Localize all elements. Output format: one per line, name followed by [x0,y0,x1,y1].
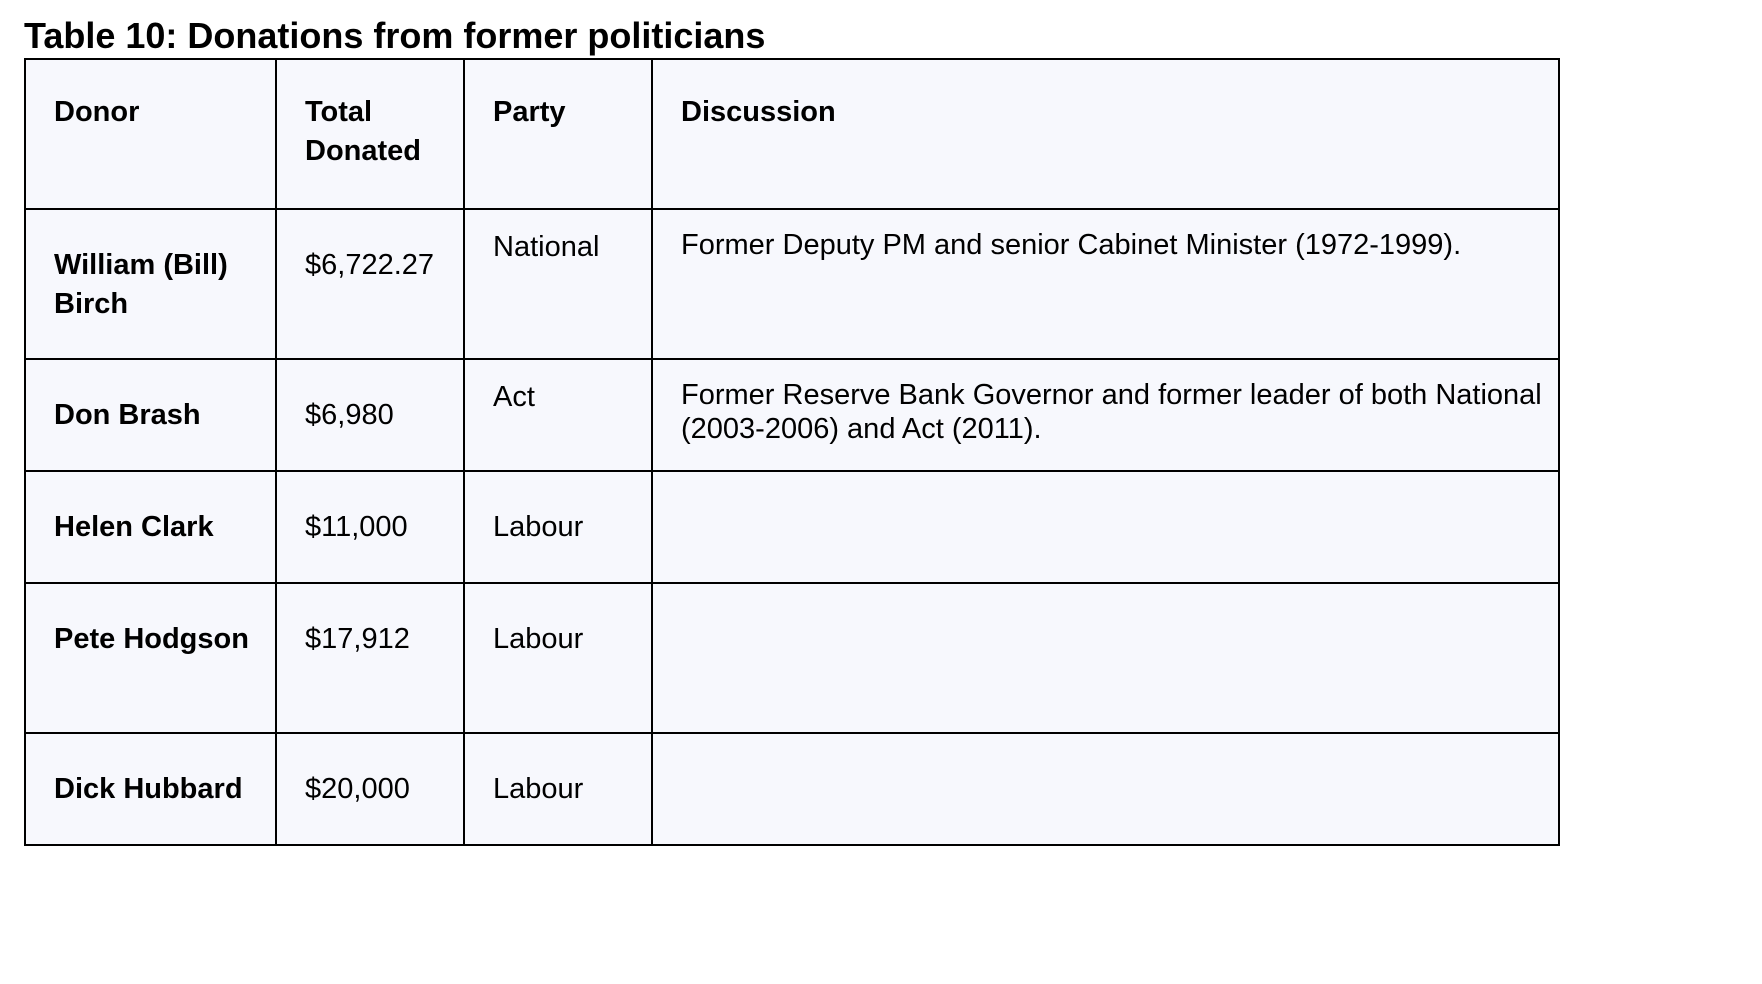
table-row [25,471,1559,583]
cell-party: Labour [464,733,652,845]
cell-discussion [652,583,1559,733]
cell-party: Labour [464,471,652,583]
cell-discussion [652,471,1559,583]
header-total-donated: Total Donated [276,59,464,209]
cell-total: $11,000 [276,471,464,583]
cell-party: Act [464,359,652,471]
cell-total: $6,722.27 [276,209,464,359]
cell-donor: Helen Clark [25,471,276,583]
header-discussion: Discussion [652,59,1559,209]
cell-party: Labour [464,583,652,733]
cell-donor: Dick Hubbard [25,733,276,845]
cell-discussion [652,733,1559,845]
table-row [25,209,1559,359]
table-row [25,359,1559,471]
cell-total: $17,912 [276,583,464,733]
donations-table [24,58,1560,846]
header-party: Party [464,59,652,209]
cell-total: $20,000 [276,733,464,845]
table-row [25,583,1559,733]
cell-discussion: Former Reserve Bank Governor and former leader of both National (2003-2006) and Act (2011). [652,359,1559,471]
cell-donor: Don Brash [25,359,276,471]
cell-donor: Pete Hodgson [25,583,276,733]
table-row [25,733,1559,845]
table-caption: Table 10: Donations from former politicians [24,15,766,56]
header-donor: Donor [25,59,276,209]
table-header-row [25,59,1559,209]
cell-total: $6,980 [276,359,464,471]
cell-donor: William (Bill) Birch [25,209,276,359]
cell-party: National [464,209,652,359]
cell-discussion: Former Deputy PM and senior Cabinet Minister (1972-1999). [652,209,1559,359]
